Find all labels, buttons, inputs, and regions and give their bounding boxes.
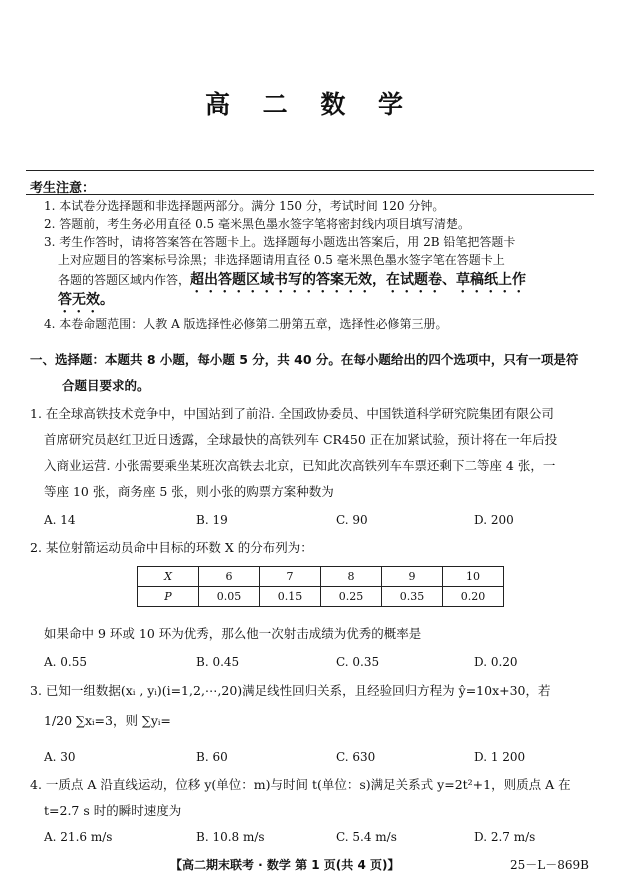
notice-item-3-cont2 <box>58 270 526 296</box>
q2-option-b: B. 0.45 <box>196 655 240 669</box>
table-cell: 0.05 <box>199 587 260 607</box>
q1-option-b: B. 19 <box>196 513 228 527</box>
q3-option-b: B. 60 <box>196 750 228 764</box>
q3-line-formula: 1/20 ∑xᵢ=3，则 ∑yᵢ= <box>44 713 171 728</box>
table-cell: 9 <box>382 567 443 587</box>
q2-stem: 2. 某位射箭运动员命中目标的环数 X 的分布列为： <box>30 540 313 555</box>
table-cell: 6 <box>199 567 260 587</box>
q3-option-c: C. 630 <box>336 750 376 764</box>
q1-option-c: C. 90 <box>336 513 368 527</box>
table-cell: 10 <box>443 567 504 587</box>
q4-line: 4. 一质点 A 沿直线运动，位移 y(单位：m)与时间 t(单位：s)满足关系式 y=2t²+1，则质点 A 在 <box>30 777 571 792</box>
divider <box>26 194 594 195</box>
notice-item-3-cont: 上对应题目的答案标号涂黑；非选择题请用直径 0.5 毫米黑色墨水签字笔在答题卡上 <box>58 253 505 267</box>
q1-line: 1. 在全球高铁技术竞争中，中国站到了前沿. 全国政协委员、中国铁道科学研究院集团有限公司 <box>30 406 554 421</box>
q2-option-d: D. 0.20 <box>474 655 518 669</box>
q3-option-d: D. 1 200 <box>474 750 526 764</box>
table-cell: 7 <box>260 567 321 587</box>
q4-line: t=2.7 s 时的瞬时速度为 <box>44 803 182 818</box>
q1-line: 首席研究员赵红卫近日透露，全球最快的高铁列车 CR450 正在加紧试验，预计将在一年后投 <box>44 432 558 447</box>
table-cell: 0.35 <box>382 587 443 607</box>
q2-followup: 如果命中 9 环或 10 环为优秀，那么他一次射击成绩为优秀的概率是 <box>44 626 422 641</box>
distribution-table <box>137 566 504 607</box>
q1-line: 入商业运营. 小张需要乘坐某班次高铁去北京，已知此次高铁列车车票还剩下二等座 4 张，一 <box>44 458 556 473</box>
page-title: 高 二 数 学 <box>204 90 416 119</box>
q2-option-a: A. 0.55 <box>44 655 88 669</box>
notice-emphasis: 超出答题区域书写的答案无效，在试题卷、草稿纸上作 <box>190 272 527 288</box>
section-heading-cont: 合题目要求的。 <box>62 378 150 393</box>
q3-line: 3. 已知一组数据(xᵢ , yᵢ)(i=1,2,⋯,20)满足线性回归关系，且经验回归方程为 ŷ=10x+30，若 <box>30 683 551 698</box>
q4-option-b: B. 10.8 m/s <box>196 830 265 844</box>
notice-item-1: 1. 本试卷分选择题和非选择题两部分。满分 150 分，考试时间 120 分钟。 <box>44 199 445 213</box>
footer-page-info: 【高二期末联考 · 数学 第 1 页(共 4 页)】 <box>170 858 400 872</box>
q1-line: 等座 10 张，商务座 5 张，则小张的购票方案种数为 <box>44 484 334 499</box>
q1-option-a: A. 14 <box>44 513 76 527</box>
table-cell: 0.15 <box>260 587 321 607</box>
table-row <box>138 587 504 607</box>
footer-code: 25－L－869B <box>510 858 589 872</box>
table-cell: 0.25 <box>321 587 382 607</box>
table-cell: X <box>138 567 199 587</box>
q3-option-a: A. 30 <box>44 750 76 764</box>
q4-option-a: A. 21.6 m/s <box>44 830 113 844</box>
table-cell: 8 <box>321 567 382 587</box>
table-cell: P <box>138 587 199 607</box>
notice-heading: 考生注意： <box>30 181 96 196</box>
notice-item-2: 2. 答题前，考生务必用直径 0.5 毫米黑色墨水签字笔将密封线内项目填写清楚。 <box>44 217 470 231</box>
q4-option-c: C. 5.4 m/s <box>336 830 397 844</box>
q2-option-c: C. 0.35 <box>336 655 380 669</box>
divider <box>26 170 594 171</box>
table-cell: 0.20 <box>443 587 504 607</box>
table-row <box>138 567 504 587</box>
q1-option-d: D. 200 <box>474 513 514 527</box>
notice-emphasis-end: 答无效。 <box>58 292 114 308</box>
notice-item-3-text: 各题的答题区域内作答， <box>58 273 191 287</box>
notice-item-3: 3. 考生作答时，请将答案答在答题卡上。选择题每小题选出答案后，用 2B 铅笔把答题卡 <box>44 235 516 249</box>
section-heading: 一、选择题：本题共 8 小题，每小题 5 分，共 40 分。在每小题给出的四个选项中，只有一项是符 <box>30 352 579 367</box>
notice-item-4: 4. 本卷命题范围：人教 A 版选择性必修第二册第五章，选择性必修第三册。 <box>44 317 448 331</box>
q4-option-d: D. 2.7 m/s <box>474 830 536 844</box>
